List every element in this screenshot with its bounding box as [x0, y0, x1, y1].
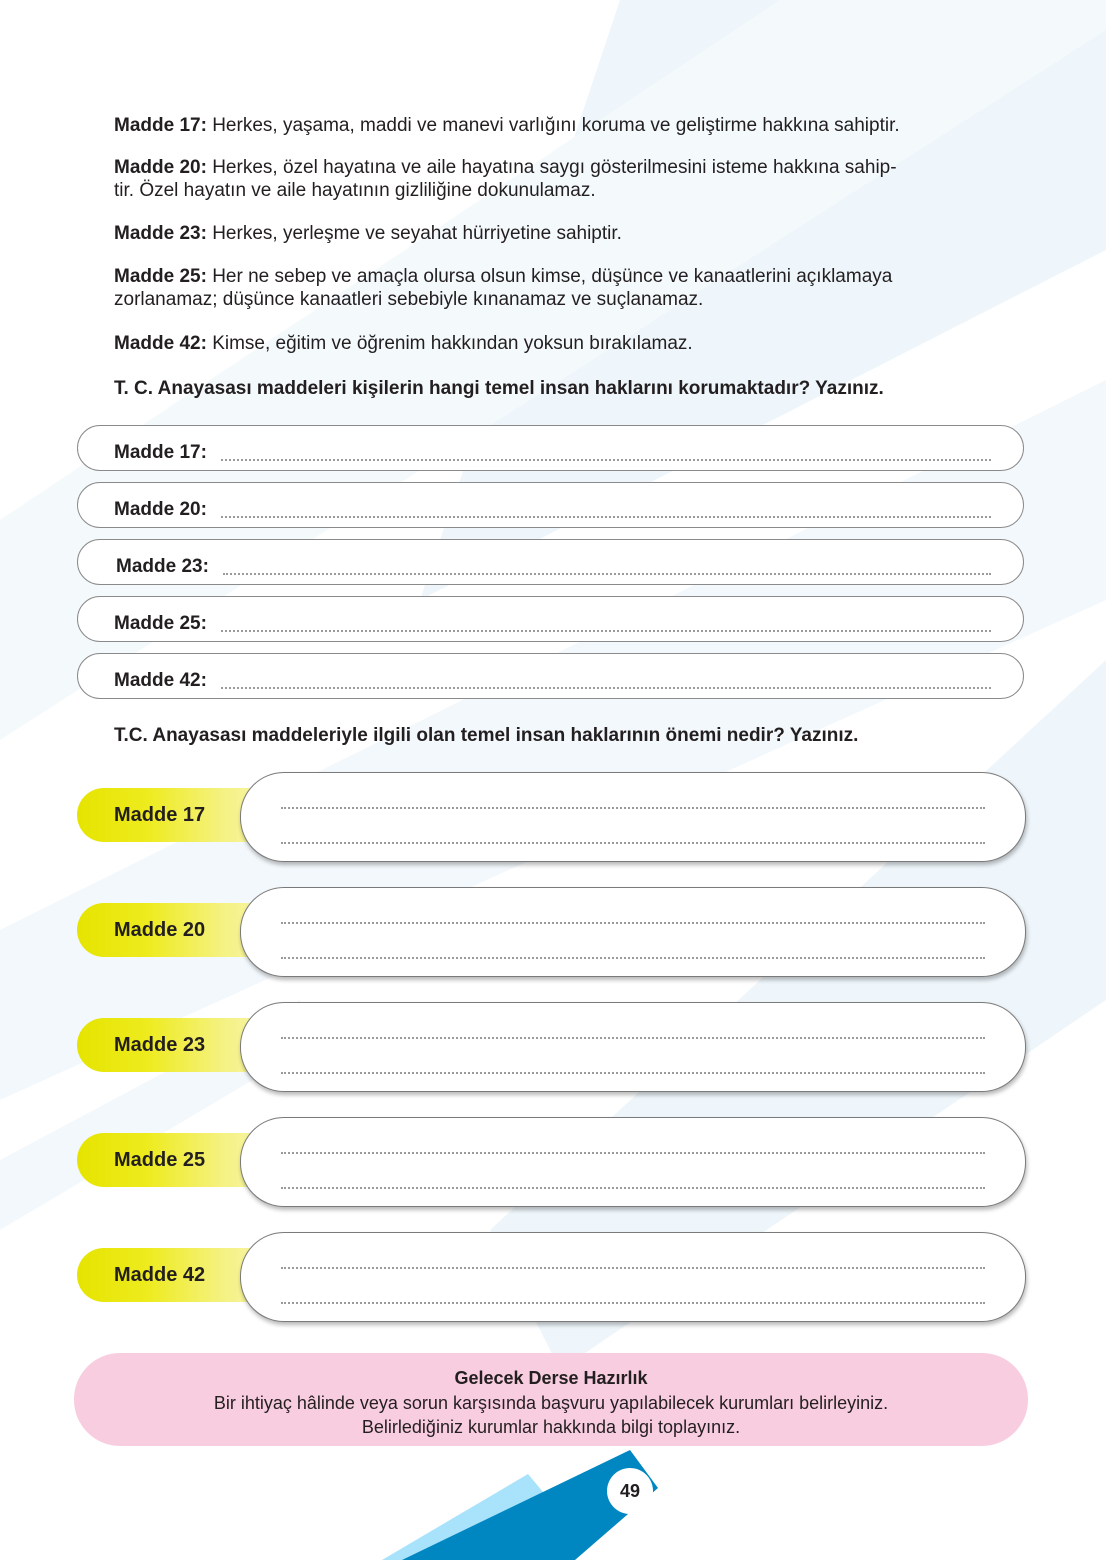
article-25: Madde 25: Her ne sebep ve amaçla olursa olsun kimse, düşünce ve kanaatlerini açıklamaya zorlanamaz; düşünce kanaatleri sebebiyle kınanamaz ve suçlanamaz.	[114, 266, 893, 310]
answer-row-label: Madde 42:	[114, 670, 207, 691]
page-number: 49	[607, 1468, 653, 1514]
question-1: T. C. Anayasası maddeleri kişilerin hangi temel insan haklarını korumaktadır? Yazınız.	[114, 378, 884, 399]
prep-line-1: Bir ihtiyaç hâlinde veya sorun karşısında başvuru yapılabilecek kurumları belirleyiniz.	[213, 1393, 889, 1413]
answer-row-label: Madde 25:	[114, 613, 207, 634]
article-17: Madde 17: Herkes, yaşama, maddi ve manevi varlığını koruma ve geliştirme hakkına sahiptir.	[114, 115, 900, 136]
prep-line-2: Belirlediğiniz kurumlar hakkında bilgi toplayınız.	[361, 1417, 741, 1437]
answer-row-label: Madde 23:	[116, 556, 209, 577]
answer-row-label: Madde 20:	[114, 499, 207, 520]
answer-box-tab: Madde 20	[77, 903, 277, 957]
answer-row-label: Madde 17:	[114, 442, 207, 463]
answer-box-tab: Madde 23	[77, 1018, 277, 1072]
answer-box-tab: Madde 42	[77, 1248, 277, 1302]
answer-box-tab: Madde 17	[77, 788, 277, 842]
prep-title: Gelecek Derse Hazırlık	[454, 1368, 648, 1388]
answer-box-tab: Madde 25	[77, 1133, 277, 1187]
article-23: Madde 23: Herkes, yerleşme ve seyahat hürriyetine sahiptir.	[114, 223, 622, 244]
article-20: Madde 20: Herkes, özel hayatına ve aile hayatına saygı gösterilmesini isteme hakkına sahip- tir. Özel hayatın ve aile hayatının gizliliğine dokunulamaz.	[114, 157, 897, 201]
question-2: T.C. Anayasası maddeleriyle ilgili olan temel insan haklarının önemi nedir? Yazınız.	[114, 725, 859, 746]
article-42: Madde 42: Kimse, eğitim ve öğrenim hakkından yoksun bırakılamaz.	[114, 333, 693, 354]
